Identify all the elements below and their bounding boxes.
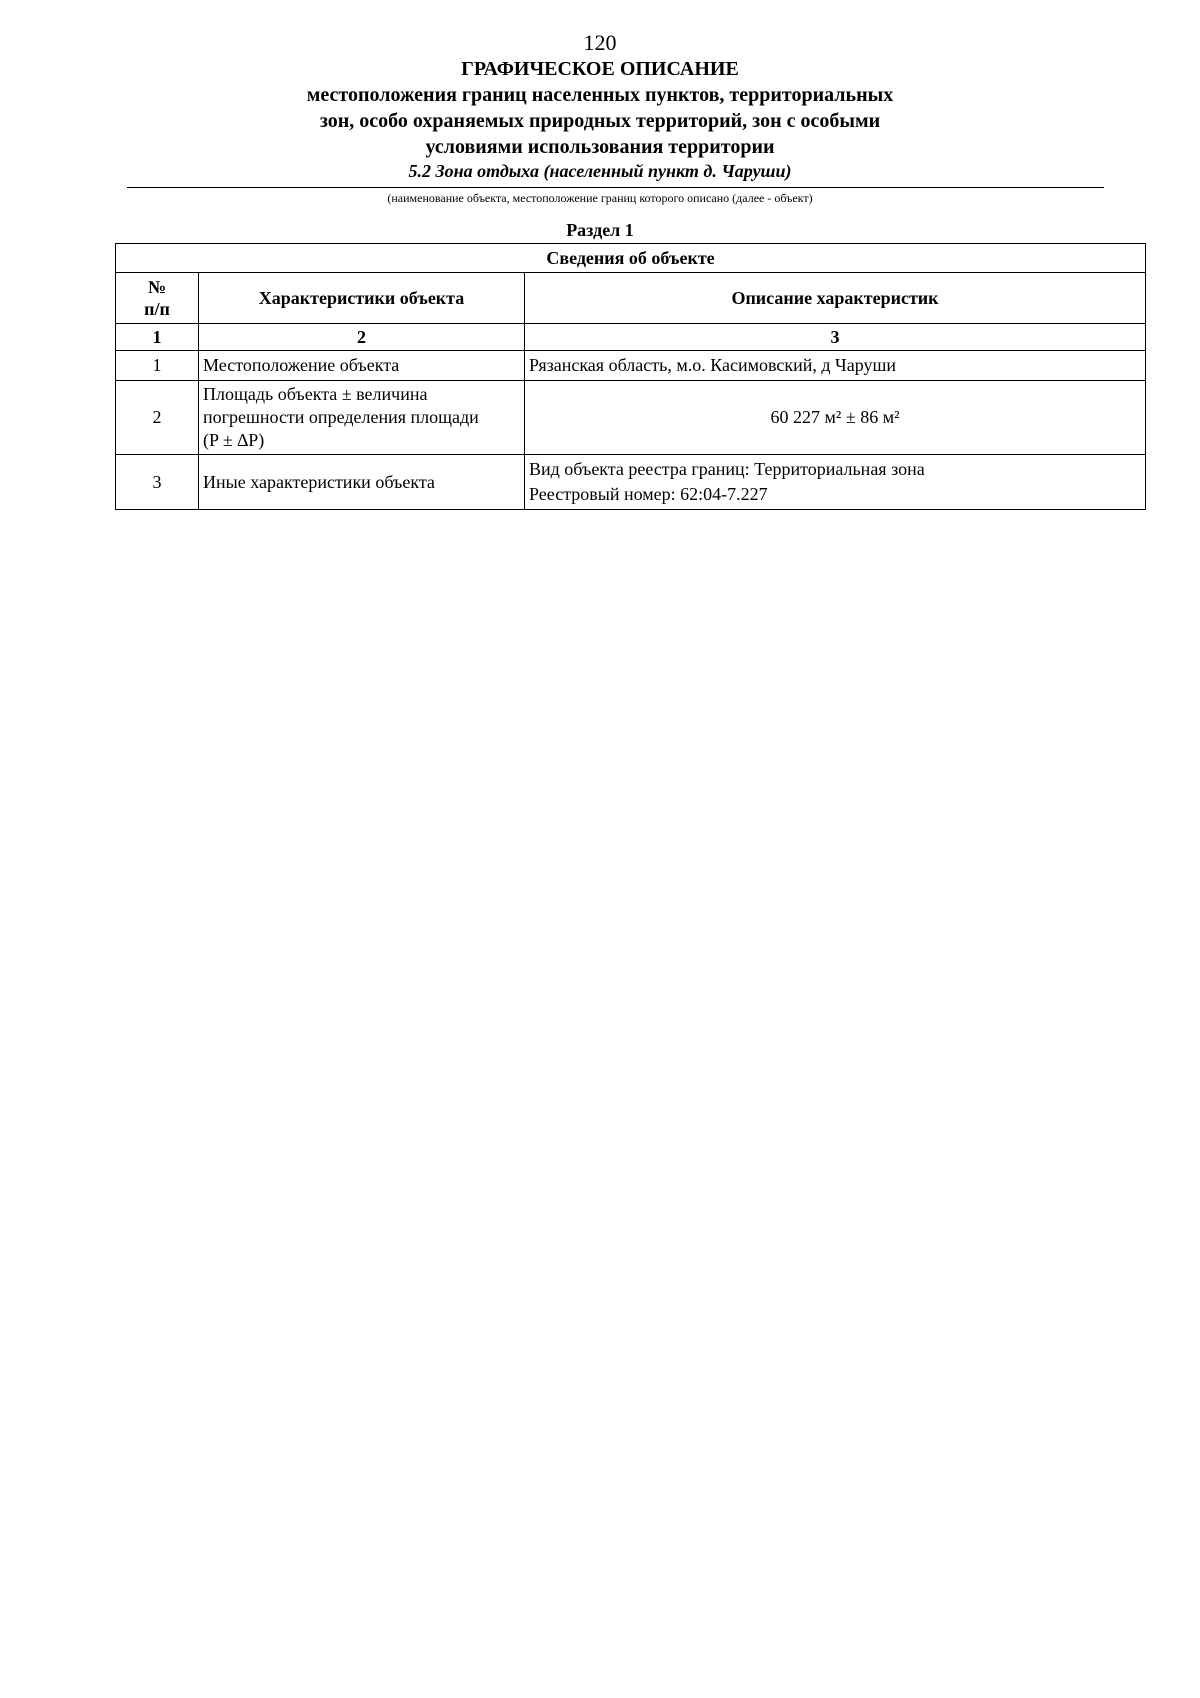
header-subtitle-line-1: местоположения границ населенных пунктов, территориальных <box>306 84 894 106</box>
characteristic-line: погрешности определения площади <box>203 407 479 427</box>
header-characteristic: Характеристики объекта <box>199 273 525 324</box>
row-characteristic <box>199 351 525 381</box>
section-title: Раздел 1 <box>566 220 634 240</box>
table-header-row <box>116 273 1146 324</box>
table-row <box>116 455 1146 510</box>
table-caption-row <box>116 244 1146 273</box>
column-number-row <box>116 324 1146 351</box>
header-subtitle-line-3: условиями использования территории <box>425 136 775 158</box>
object-name-caption: (наименование объекта, местоположение границ которого описано (далее - объект) <box>387 191 813 205</box>
characteristic-line: Местоположение объекта <box>203 355 400 375</box>
object-name: 5.2 Зона отдыха (населенный пункт д. Чаруши) <box>408 161 792 181</box>
header-description: Описание характеристик <box>525 273 1146 324</box>
characteristic-line: Площадь объекта ± величина <box>203 384 428 404</box>
row-description <box>525 351 1146 381</box>
document-header <box>0 56 1200 160</box>
table-row <box>116 351 1146 381</box>
characteristic-line: Иные характеристики объекта <box>203 471 435 492</box>
characteristic-line: (P ± ∆P) <box>203 430 265 450</box>
page-number: 120 <box>583 30 617 55</box>
column-number: 3 <box>525 324 1146 351</box>
table-row <box>116 381 1146 455</box>
column-number: 1 <box>116 324 199 351</box>
header-title: ГРАФИЧЕСКОЕ ОПИСАНИЕ <box>461 58 739 80</box>
table-caption: Сведения об объекте <box>116 244 1146 273</box>
header-subtitle-line-2: зон, особо охраняемых природных территорий, зон с особыми <box>319 110 881 132</box>
description-line: Вид объекта реестра границ: Территориальная зона <box>529 459 925 479</box>
row-number: 2 <box>116 381 199 455</box>
header-num-line-1: № <box>147 277 167 297</box>
row-description <box>525 455 1146 510</box>
object-info-table <box>115 243 1146 510</box>
description-line: 60 227 м² ± 86 м² <box>770 407 900 427</box>
header-num-line-2: п/п <box>144 299 170 319</box>
description-line: Рязанская область, м.о. Касимовский, д Чаруши <box>529 355 896 375</box>
row-number: 3 <box>116 455 199 510</box>
row-characteristic <box>199 381 525 455</box>
row-characteristic <box>199 455 525 510</box>
description-line: Реестровый номер: 62:04-7.227 <box>529 484 768 504</box>
row-description <box>525 381 1146 455</box>
column-number: 2 <box>199 324 525 351</box>
row-number: 1 <box>116 351 199 381</box>
header-num <box>116 273 199 324</box>
object-name-underline <box>127 187 1104 188</box>
